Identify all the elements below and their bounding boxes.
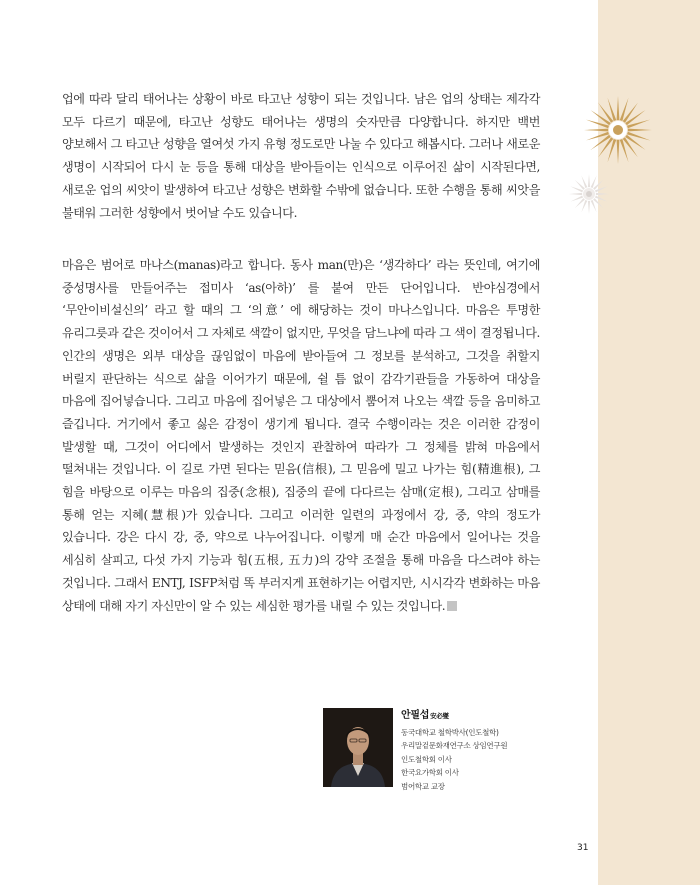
author-photo [323,708,393,787]
body-paragraph-2 [62,254,540,617]
author-name: 안필섭 [401,710,430,721]
page-number: 31 [577,843,589,853]
lotus-petal [628,129,652,132]
lotus-petal [617,140,620,164]
lotus-ornament-large [583,95,653,165]
lotus-ornament-small [568,173,610,215]
lotus-petal [617,96,620,120]
body-paragraph-1: 업에 따라 달리 태어나는 상황이 바로 타고난 성향이 되는 것입니다. 남은 업의 상태는 제각각 모두 다르기 때문에, 타고난 성향도 태어나는 생명의 숫자만큼 다양합니다. 하지만 백번 양보해서 그 타고난 성향을 열여섯 가지 유형 정도로만 나눌 수 있다고 해봅시다. 그러나 새로운 생명이 시작되어 다시 눈 등을 통해 대상을 받아들이는 인식으로 이루어진 삶이 시작된다면, 새로운 업의 씨앗이 발생하여 타고난 성향은 변화할 수밖에 없습니다. 또한 수행을 통해 씨앗을 불태워 그러한 성향에서 벗어날 수도 있습니다. [62,92,540,220]
author-bio-line: 우리말겉문화재연구소 상임연구원 [401,741,508,751]
author-portrait-icon [323,708,393,787]
author-bio-line: 동국대학교 철학박사(인도철학) [401,728,499,737]
lotus-petal [596,193,609,195]
end-mark-icon [447,601,457,611]
lotus-petal [588,174,590,187]
author-bio-line: 한국요가학회 이사 [401,768,459,778]
lotus-petal [584,129,608,132]
lotus-petal [588,201,590,214]
author-bio-line: 인도철학회 이사 [401,754,452,764]
author-bio-line: 범어학교 교장 [401,781,445,791]
body-paragraph-2-text: 마음은 범어로 마나스(manas)라고 합니다. 동사 man(만)은 ‘생각하다’ 라는 뜻인데, 여기에 중성명사를 만들어주는 접미사 ‘as(아하)’ 를 붙여 만든 단어입니다. 반야심경에서 ‘무안이비설신의’ 라고 할 때의 그 ‘의意’ 에 해당하는 것이 마나스입니다. 마음은 투명한 유리그릇과 같은 것이어서 그 자체로 색깔이 없지만, 무엇을 담느냐에 따라 그 색이 결정됩니다. 인간의 생명은 외부 대상을 끊임없이 마음에 받아들여 그 정보를 분석하고, 그것을 취할지 버릴지 판단하는 식으로 삶을 이어가기 때문에, 쉴 틈 없이 감각기관들을 가동하여 대상을 마음에 집어넣습니다. 그리고 마음에 집어넣은 그 대상에서 뿜어져 나오는 색깔 등을 음미하고 즐깁니다. 거기에서 좋고 싫은 감정이 생기게 됩니다. 결국 수행이라는 것은 이러한 감정이 발생할 때, 그것이 어디에서 발생하는 것인지 관찰하여 따라가 그 정체를 밝혀 마음에서 떨쳐내는 것입니다. 이 길로 가면 된다는 믿음(信根), 그 믿음에 밀고 나가는 힘(精進根), 그 힘을 바탕으로 이루는 마음의 집중(念根), 집중의 끝에 다다르는 삼매(定根), 그리고 삼매를 통해 얻는 지혜(慧根)가 있습니다. 그리고 이러한 일련의 과정에서 강, 중, 약의 정도가 있습니다. 강은 다시 강, 중, 약으로 나누어집니다. 이렇게 매 순간 마음에서 일어나는 것을 세심히 살피고, 다섯 가지 기능과 힘(五根, 五力)의 강약 조절을 통해 마음을 다스려야 하는 것입니다. 그래서 ENTJ, ISFP처럼 똑 부러지게 표현하기는 어렵지만, 시시각각 변화하는 마음 상태에 대해 자기 자신만이 알 수 있는 세심한 평가를 내릴 수 있는 것입니다. [62,258,540,613]
lotus-petal [569,193,582,195]
author-name-hanja: 安必燮 [430,712,449,720]
author-bio [401,708,581,793]
author-name-line [401,708,581,724]
